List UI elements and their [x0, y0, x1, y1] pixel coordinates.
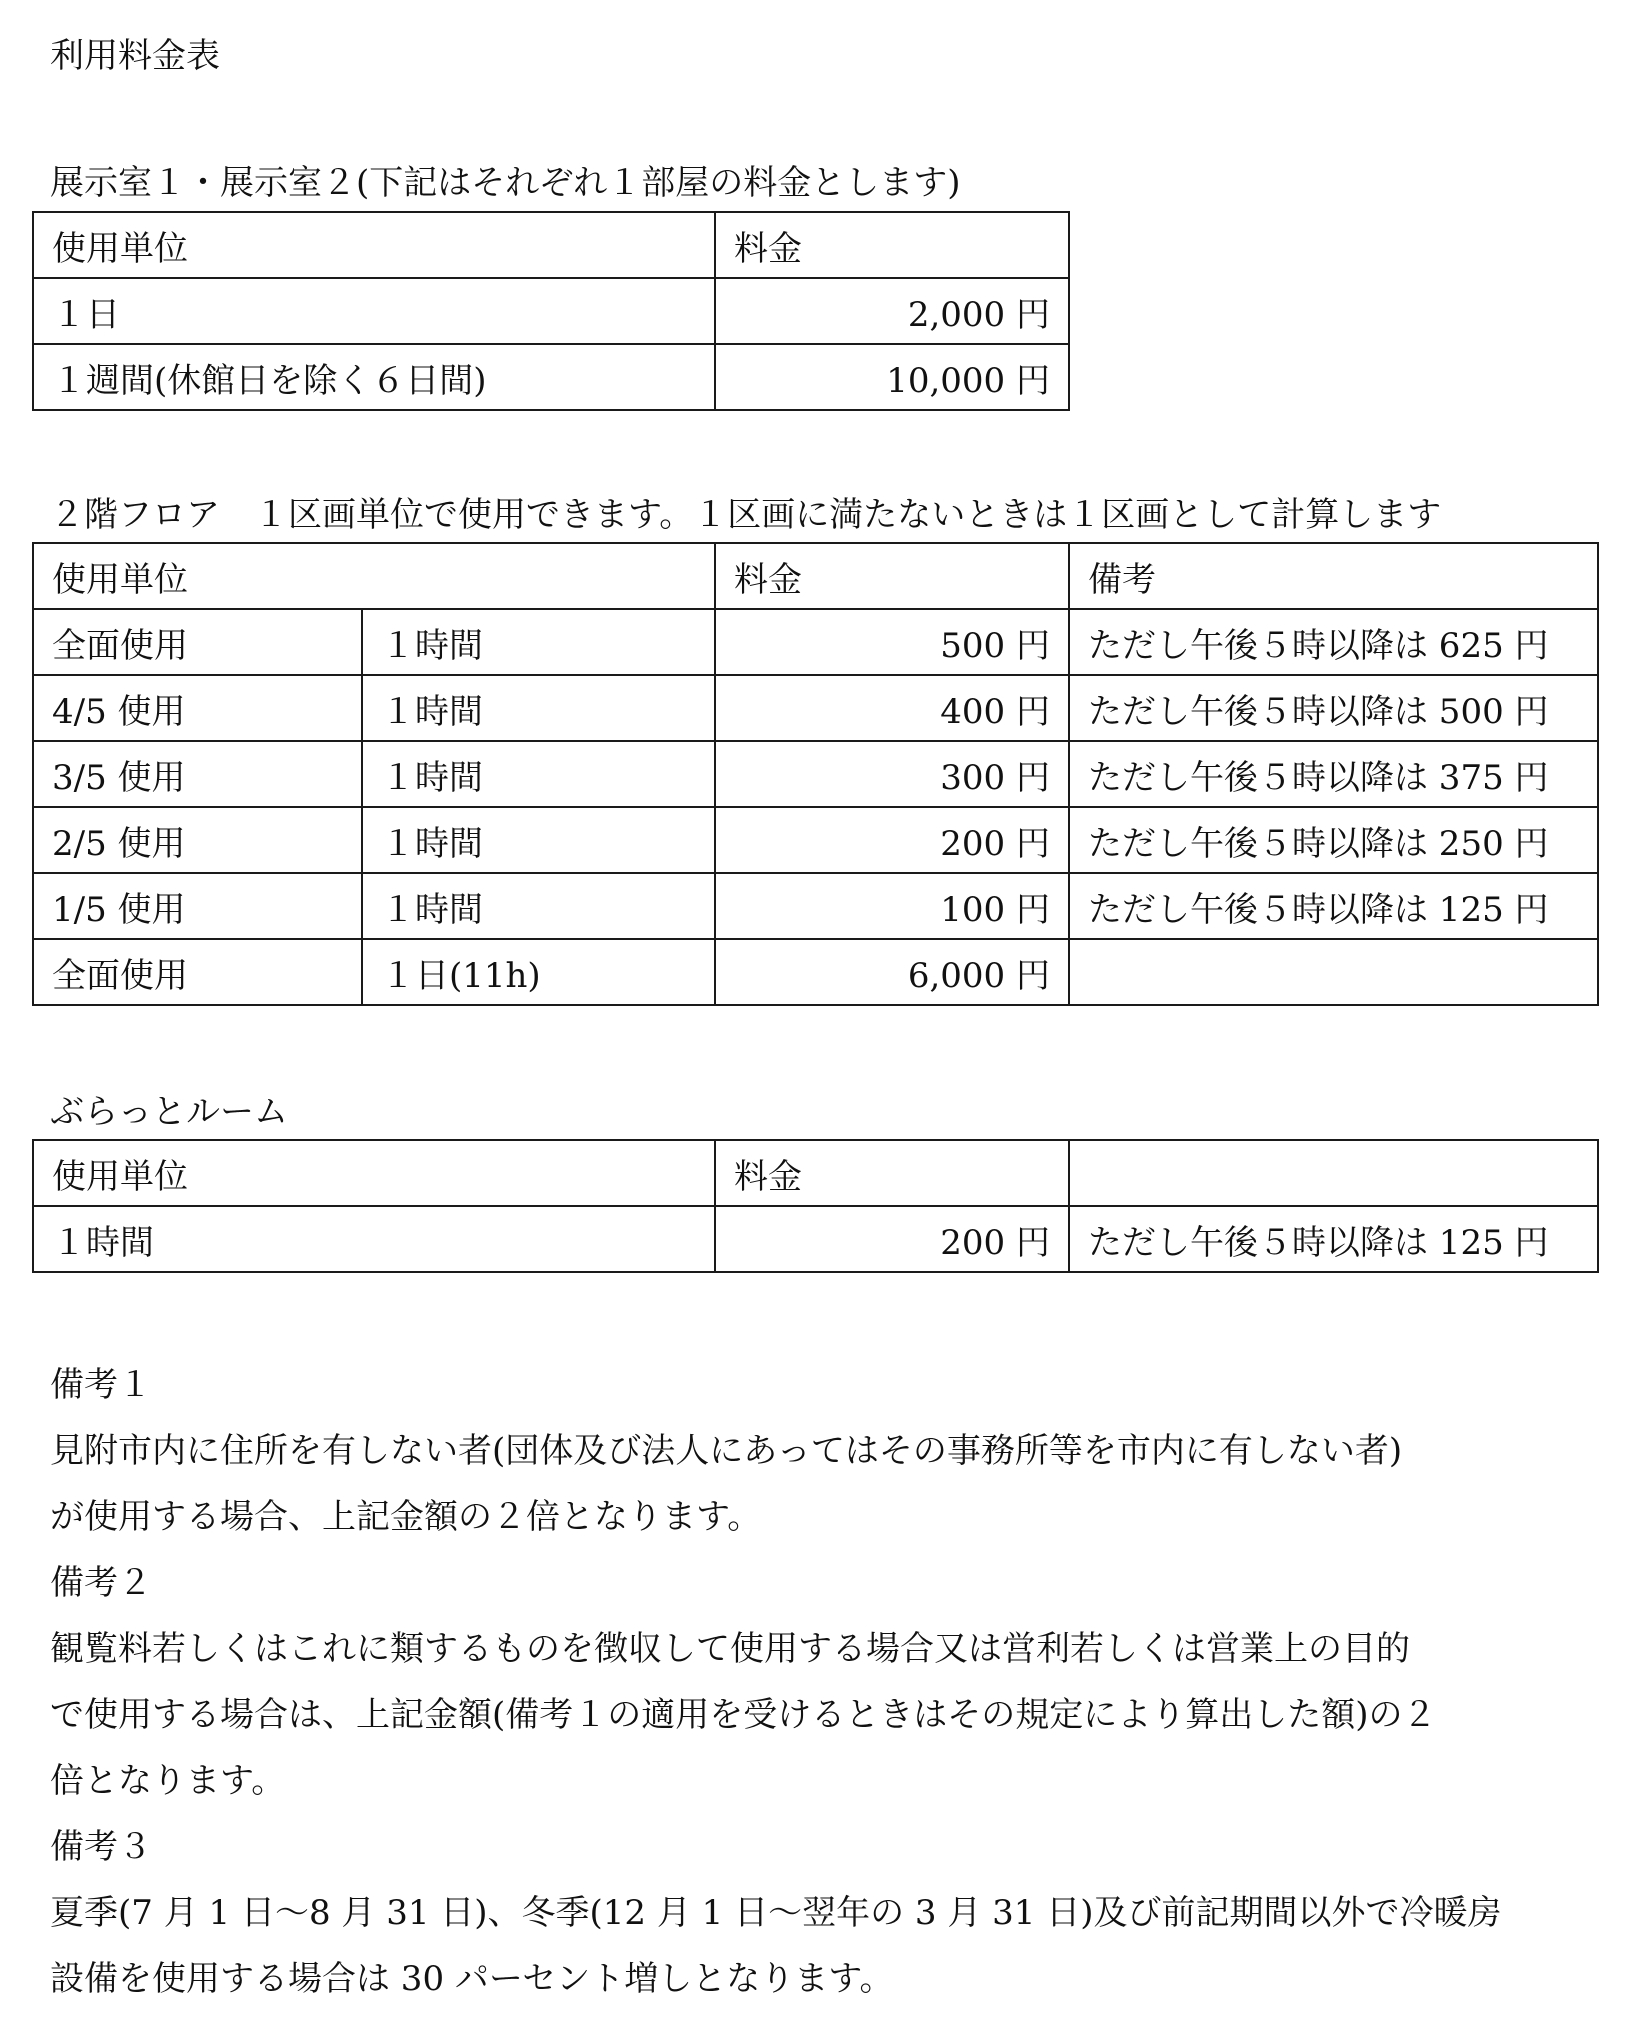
note-text-line: で使用する場合は、上記金額(備考１の適用を受けるときはその規定により算出した額)の２ [50, 1695, 1437, 1735]
note-cell: ただし午後５時以降は 250 円 [1069, 807, 1598, 873]
table-header-row [33, 1140, 1598, 1206]
fee-cell: 400 円 [715, 675, 1069, 741]
table-header-row [33, 543, 1598, 609]
note-cell: ただし午後５時以降は 125 円 [1069, 873, 1598, 939]
fee-cell: 500 円 [715, 609, 1069, 675]
header-fee: 料金 [715, 543, 1069, 609]
fee-cell: 200 円 [715, 807, 1069, 873]
time-cell: １時間 [362, 873, 715, 939]
exhibit-caption: 展示室１・展示室２(下記はそれぞれ１部屋の料金とします) [50, 163, 961, 203]
use-cell: 3/5 使用 [33, 741, 362, 807]
page-title: 利用料金表 [50, 36, 220, 76]
fee-cell: 100 円 [715, 873, 1069, 939]
room-fee-table [32, 1139, 1599, 1273]
use-cell: 2/5 使用 [33, 807, 362, 873]
header-fee: 料金 [715, 212, 1069, 278]
header-unit: 使用単位 [33, 1140, 715, 1206]
table-row [33, 344, 1069, 410]
time-cell: １日(11h) [362, 939, 715, 1005]
time-cell: １時間 [362, 741, 715, 807]
note-heading: 備考１ [50, 1365, 152, 1405]
note-text-line: 夏季(7 月 1 日～8 月 31 日)、冬季(12 月 1 日～翌年の 3 月 31 日)及び前記期間以外で冷暖房 [50, 1893, 1502, 1933]
unit-cell: １週間(休館日を除く６日間) [33, 344, 715, 410]
header-unit: 使用単位 [33, 543, 715, 609]
table-row [33, 807, 1598, 873]
header-fee: 料金 [715, 1140, 1069, 1206]
header-note [1069, 1140, 1598, 1206]
fee-cell: 200 円 [715, 1206, 1069, 1272]
table-row [33, 278, 1069, 344]
table-row [33, 939, 1598, 1005]
time-cell: １時間 [362, 609, 715, 675]
note-cell: ただし午後５時以降は 500 円 [1069, 675, 1598, 741]
note-text-line: が使用する場合、上記金額の２倍となります。 [50, 1497, 762, 1537]
note-cell: ただし午後５時以降は 125 円 [1069, 1206, 1598, 1272]
unit-cell: １時間 [33, 1206, 715, 1272]
notes-section [50, 1352, 1610, 2012]
fee-cell: 6,000 円 [715, 939, 1069, 1005]
note-cell: ただし午後５時以降は 625 円 [1069, 609, 1598, 675]
fee-cell: 2,000 円 [715, 278, 1069, 344]
note-text-line: 設備を使用する場合は 30 パーセント増しとなります。 [50, 1959, 894, 1999]
fee-cell: 10,000 円 [715, 344, 1069, 410]
use-cell: 全面使用 [33, 609, 362, 675]
table-row [33, 675, 1598, 741]
fee-cell: 300 円 [715, 741, 1069, 807]
table-row [33, 741, 1598, 807]
use-cell: 全面使用 [33, 939, 362, 1005]
note-text-line: 見附市内に住所を有しない者(団体及び法人にあってはその事務所等を市内に有しない者) [50, 1431, 1403, 1471]
table-row [33, 1206, 1598, 1272]
exhibit-fee-table [32, 211, 1070, 411]
note-heading: 備考３ [50, 1827, 152, 1867]
note-cell [1069, 939, 1598, 1005]
floor2-fee-table [32, 542, 1599, 1006]
table-row [33, 873, 1598, 939]
use-cell: 1/5 使用 [33, 873, 362, 939]
note-text-line: 観覧料若しくはこれに類するものを徴収して使用する場合又は営利若しくは営業上の目的 [50, 1629, 1410, 1669]
note-cell: ただし午後５時以降は 375 円 [1069, 741, 1598, 807]
time-cell: １時間 [362, 675, 715, 741]
time-cell: １時間 [362, 807, 715, 873]
table-header-row [33, 212, 1069, 278]
note-text-line: 倍となります。 [50, 1761, 286, 1801]
room-caption: ぶらっとルーム [50, 1092, 288, 1132]
note-heading: 備考２ [50, 1563, 152, 1603]
use-cell: 4/5 使用 [33, 675, 362, 741]
floor2-caption: ２階フロア １区画単位で使用できます。１区画に満たないときは１区画として計算します [50, 495, 1442, 535]
header-unit: 使用単位 [33, 212, 715, 278]
header-note: 備考 [1069, 543, 1598, 609]
unit-cell: １日 [33, 278, 715, 344]
table-row [33, 609, 1598, 675]
